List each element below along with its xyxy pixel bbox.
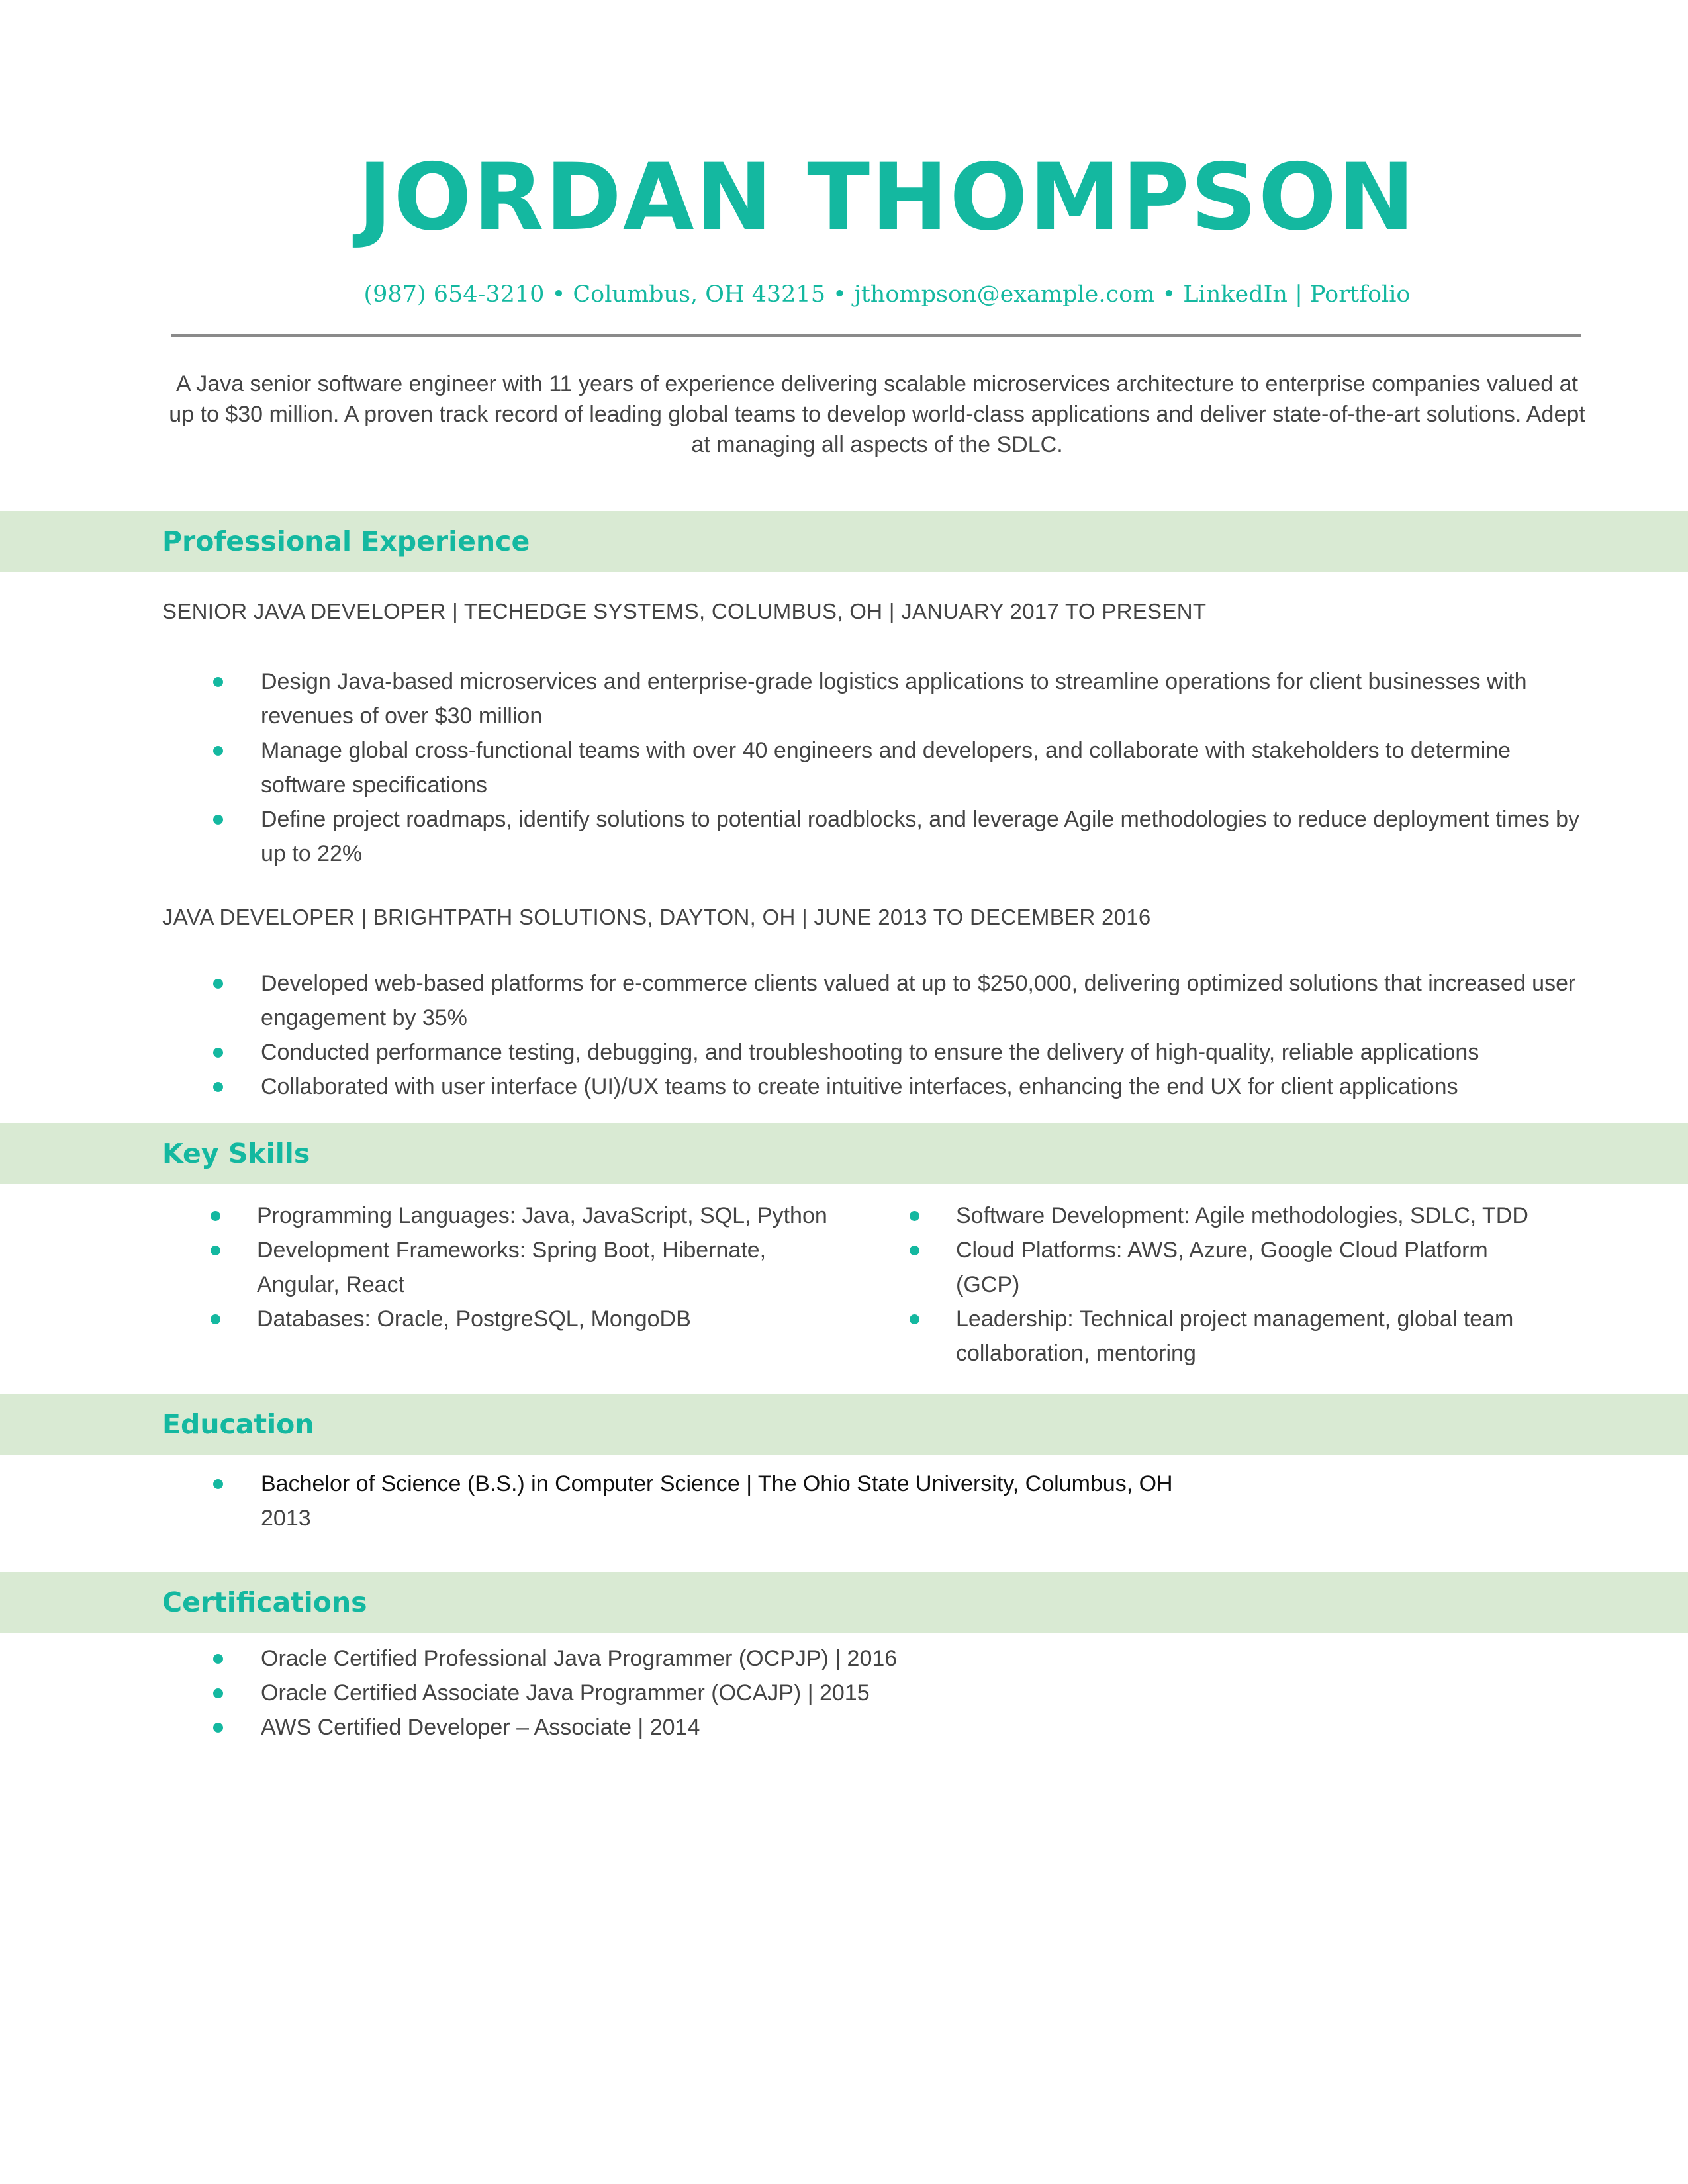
certifications-list — [261, 1641, 1585, 1745]
list-item: Conducted performance testing, debugging, and troubleshooting to ensure the delivery of high-quality, reliable applications — [261, 1035, 1585, 1069]
candidate-name: JORDAN THOMPSON — [357, 144, 1417, 251]
contact-location: Columbus, OH 43215 — [573, 281, 825, 308]
list-item: Oracle Certified Professional Java Programmer (OCPJP) | 2016 — [261, 1641, 1585, 1676]
job-title: SENIOR JAVA DEVELOPER | TECHEDGE SYSTEMS, COLUMBUS, OH | JANUARY 2017 TO PRESENT — [162, 599, 1207, 623]
contact-portfolio-link[interactable]: Portfolio — [1310, 281, 1411, 308]
education-list — [261, 1467, 1585, 1535]
list-item: Leadership: Technical project management, global team collaboration, mentoring — [956, 1302, 1552, 1371]
job-bullets — [261, 966, 1585, 1104]
contact-separator: | — [1287, 281, 1311, 308]
list-item: Software Development: Agile methodologies, SDLC, TDD — [956, 1199, 1552, 1233]
professional-summary: A Java senior software engineer with 11 years of experience delivering scalable microservices architecture to enterprise companies valued at up to $30 million. A proven track record of leading global teams to develop world-class applications and deliver state-of-the-art solutions. Adept at managing all aspects of the SDLC. — [169, 371, 1585, 457]
list-item: Design Java-based microservices and enterprise-grade logistics applications to streamline operations for client businesses with revenues of over $30 million — [261, 664, 1585, 733]
section-title: Education — [162, 1408, 314, 1440]
job-bullets — [261, 664, 1585, 871]
list-item: Programming Languages: Java, JavaScript, SQL, Python — [257, 1199, 839, 1233]
list-item: Cloud Platforms: AWS, Azure, Google Cloud Platform (GCP) — [956, 1233, 1552, 1302]
contact-separator: • — [544, 281, 573, 308]
section-header-education — [0, 1394, 1688, 1455]
section-header-experience — [0, 511, 1688, 572]
contact-separator: • — [825, 281, 854, 308]
list-item: Manage global cross-functional teams with over 40 engineers and developers, and collaborate with stakeholders to determine software specifications — [261, 733, 1585, 802]
section-title: Key Skills — [162, 1138, 310, 1169]
header-divider — [171, 334, 1581, 337]
contact-line — [0, 281, 1688, 308]
list-item: Oracle Certified Associate Java Programmer (OCAJP) | 2015 — [261, 1676, 1585, 1710]
list-item — [261, 1467, 1585, 1535]
contact-email[interactable]: jthompson@example.com — [853, 281, 1155, 308]
skills-right-column — [956, 1199, 1552, 1371]
list-item: Developed web-based platforms for e-commerce clients valued at up to $250,000, delivering optimized solutions that increased user engagement by 35% — [261, 966, 1585, 1035]
list-item: AWS Certified Developer – Associate | 2014 — [261, 1710, 1585, 1745]
contact-phone: (987) 654-3210 — [363, 281, 545, 308]
section-header-skills — [0, 1123, 1688, 1184]
degree: Bachelor of Science (B.S.) in Computer Science | The Ohio State University, Columbus, OH — [261, 1471, 1173, 1496]
graduation-year: 2013 — [261, 1506, 311, 1531]
list-item: Development Frameworks: Spring Boot, Hibernate, Angular, React — [257, 1233, 839, 1302]
contact-separator: • — [1154, 281, 1184, 308]
section-title: Professional Experience — [162, 525, 530, 557]
section-header-certifications — [0, 1572, 1688, 1633]
list-item: Collaborated with user interface (UI)/UX teams to create intuitive interfaces, enhancing the end UX for client applications — [261, 1069, 1585, 1104]
job-title: JAVA DEVELOPER | BRIGHTPATH SOLUTIONS, DAYTON, OH | JUNE 2013 TO DECEMBER 2016 — [162, 905, 1151, 929]
section-title: Certifications — [162, 1586, 367, 1618]
contact-linkedin-link[interactable]: LinkedIn — [1183, 281, 1288, 308]
list-item: Databases: Oracle, PostgreSQL, MongoDB — [257, 1302, 839, 1336]
list-item: Define project roadmaps, identify solutions to potential roadblocks, and leverage Agile methodologies to reduce deployment times by up to 22% — [261, 802, 1585, 871]
skills-left-column — [257, 1199, 839, 1336]
